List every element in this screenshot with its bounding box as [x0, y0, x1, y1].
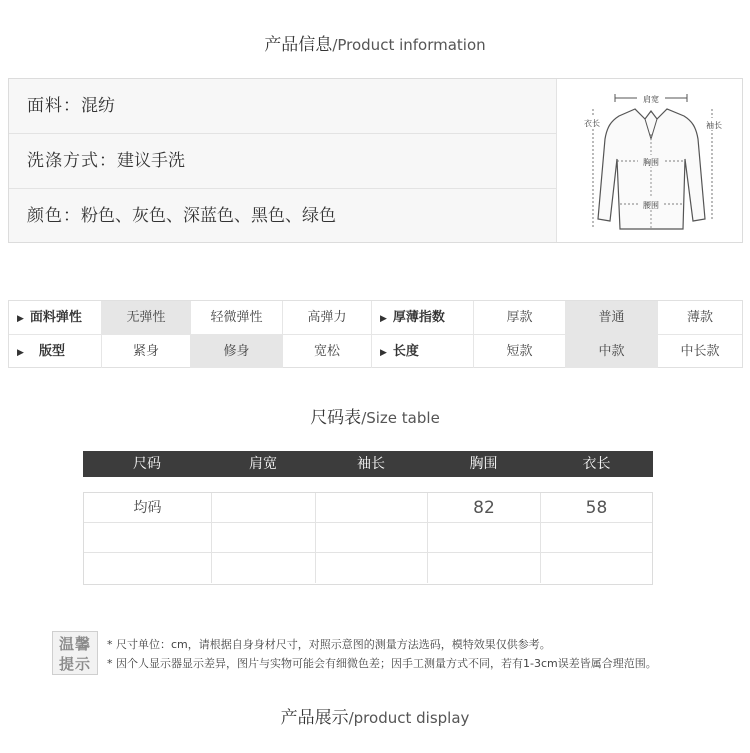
size-table-title	[0, 403, 750, 428]
size-col-header: 衣长	[582, 456, 611, 472]
fabric-value: 混纺	[81, 96, 115, 116]
size-cell	[541, 523, 652, 553]
size-col-header: 肩宽	[249, 456, 277, 472]
size-cell	[84, 523, 212, 553]
tip-line-2: * 因个人显示器显示差异，图片与实物可能会有细微色差；因手工测量方式不同，若有1-3cm误差皆属合理范围。	[107, 657, 657, 670]
triangle-icon: ▶	[17, 314, 24, 324]
size-cell: 58	[585, 498, 608, 518]
size-table-body	[83, 492, 653, 585]
triangle-icon: ▶	[17, 348, 24, 358]
info-row-washing	[9, 134, 556, 189]
attr-option: 短款	[474, 335, 566, 368]
attr-option: 中长款	[680, 344, 720, 359]
color-value: 粉色、灰色、深蓝色、黑色、绿色	[81, 206, 336, 226]
size-col-header: 袖长	[357, 456, 385, 472]
size-cell	[541, 553, 652, 583]
info-row-fabric	[9, 79, 556, 134]
attr-option: 紧身	[102, 335, 191, 368]
table-row	[84, 523, 652, 553]
info-row-colors	[9, 189, 556, 244]
triangle-icon: ▶	[380, 314, 387, 324]
size-cell	[212, 553, 316, 583]
attr-head-thickness: ▶ 厚薄指数	[372, 301, 474, 334]
size-col-header: 尺码	[133, 456, 161, 472]
size-cell	[212, 493, 316, 523]
size-cell	[212, 523, 316, 553]
size-cell	[84, 553, 212, 583]
attr-option: 宽松	[283, 335, 372, 368]
tip-line-1: * 尺寸单位：cm，请根据自身身材尺寸，对照示意图的测量方法选码，模特效果仅供参考。	[107, 638, 551, 651]
product-display-title-en: /product display	[348, 709, 470, 727]
size-table-title-en: /Size table	[361, 409, 440, 427]
attr-option: 修身	[191, 335, 283, 368]
size-table-title-cn: 尺码表	[310, 408, 362, 428]
shirt-measurement-diagram	[557, 79, 742, 242]
attr-head-fit: ▶ 版型	[9, 335, 102, 368]
attr-option: 高弹力	[283, 301, 372, 334]
washing-value: 建议手洗	[117, 151, 185, 171]
color-label: 颜色：	[27, 206, 81, 226]
size-cell	[428, 553, 541, 583]
attribute-table	[8, 300, 743, 368]
size-cell	[428, 523, 541, 553]
attr-option: 中款	[566, 335, 658, 368]
length-label: 衣长	[584, 119, 600, 128]
table-row	[84, 493, 652, 523]
product-display-title	[0, 703, 750, 728]
size-cell	[316, 523, 428, 553]
product-info-panel	[8, 78, 743, 243]
sleeve-label: 袖长	[706, 121, 722, 130]
tips-badge-line1: 温馨	[58, 635, 91, 653]
size-cell: 82	[428, 493, 541, 523]
tips-badge	[52, 631, 98, 675]
product-info-title-en: /Product information	[332, 36, 486, 54]
fabric-label: 面料：	[27, 96, 81, 116]
product-info-title	[0, 30, 750, 55]
size-cell: 均码	[84, 493, 212, 523]
attr-option: 薄款	[686, 310, 713, 325]
attr-option: 普通	[566, 301, 658, 334]
chest-label: 胸围	[643, 158, 659, 167]
product-info-title-cn: 产品信息	[264, 35, 333, 55]
hem-label: 腰围	[643, 201, 659, 210]
shoulder-width-label: 肩宽	[643, 95, 659, 104]
attr-head-elasticity: ▶ 面料弹性	[9, 301, 102, 334]
attr-option: 厚款	[474, 301, 566, 334]
triangle-icon: ▶	[380, 348, 387, 358]
product-display-title-cn: 产品展示	[280, 708, 349, 728]
washing-label: 洗涤方式：	[27, 151, 117, 171]
attr-option: 轻微弹性	[191, 301, 283, 334]
size-cell	[316, 493, 428, 523]
tips-badge-line2: 提示	[58, 655, 91, 673]
table-row	[84, 553, 652, 583]
shirt-outline-icon	[557, 79, 742, 242]
size-cell	[316, 553, 428, 583]
size-table-header	[83, 451, 653, 477]
size-col-header: 胸围	[469, 456, 498, 472]
attr-option: 无弹性	[102, 301, 191, 334]
attr-head-length: ▶ 长度	[372, 335, 474, 368]
